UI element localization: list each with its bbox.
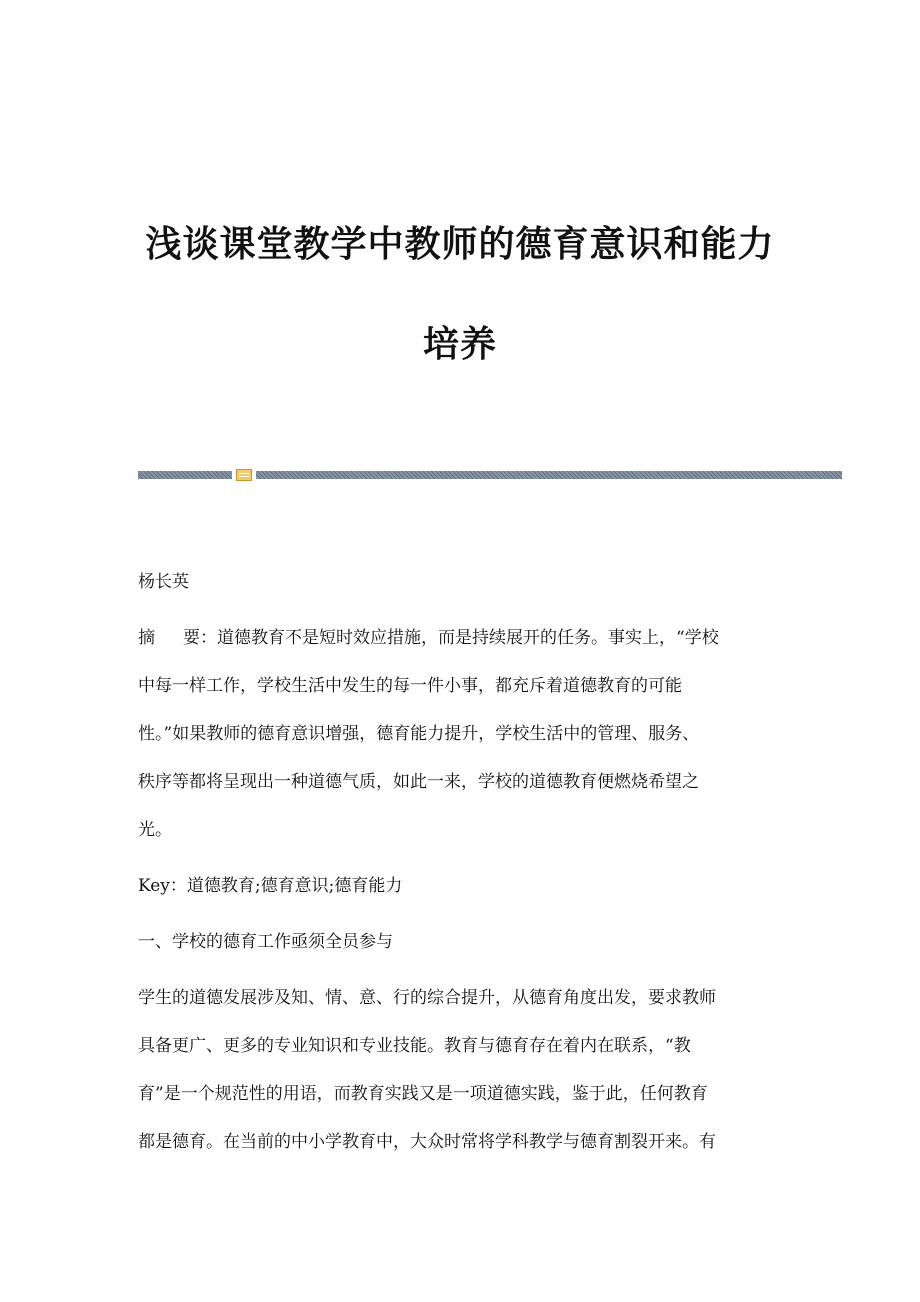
abstract-label: 摘: [138, 628, 155, 648]
envelope-icon: [236, 469, 252, 481]
page-title: 浅谈课堂教学中教师的德育意识和能力: [145, 223, 775, 265]
abstract-line: 秩序等都将呈现出一种道德气质，如此一来，学校的道德教育便燃烧希望之: [138, 772, 699, 792]
author-name: 杨长英: [138, 572, 189, 592]
section-heading: 一、学校的德育工作亟须全员参与: [138, 932, 393, 952]
paragraph-line: 育”是一个规范性的用语，而教育实践又是一项道德实践，鉴于此，任何教育: [138, 1084, 708, 1104]
abstract-line: [138, 626, 719, 650]
abstract-line: 光。: [138, 820, 172, 840]
paragraph-line: 学生的道德发展涉及知、情、意、行的综合提升，从德育角度出发，要求教师: [138, 988, 716, 1008]
abstract-text: 道德教育不是短时效应措施，而是持续展开的任务。事实上，“学校: [217, 628, 719, 648]
abstract-line: 性。”如果教师的德育意识增强，德育能力提升，学校生活中的管理、服务、: [138, 724, 700, 744]
paragraph-line: 都是德育。在当前的中小学教育中，大众时常将学科教学与德育割裂开来。有: [138, 1132, 716, 1152]
abstract-line: 中每一样工作，学校生活中发生的每一件小事，都充斥着道德教育的可能: [138, 676, 682, 696]
title-divider-right: [256, 471, 842, 479]
keywords: Key：道德教育;德育意识;德育能力: [138, 876, 403, 896]
abstract-label-suffix: 要：: [183, 628, 217, 648]
page-title-continued: 培养: [422, 323, 497, 365]
title-divider-left: [138, 471, 232, 479]
paragraph-line: 具备更广、更多的专业知识和专业技能。教育与德育存在着内在联系，“教: [138, 1036, 691, 1056]
